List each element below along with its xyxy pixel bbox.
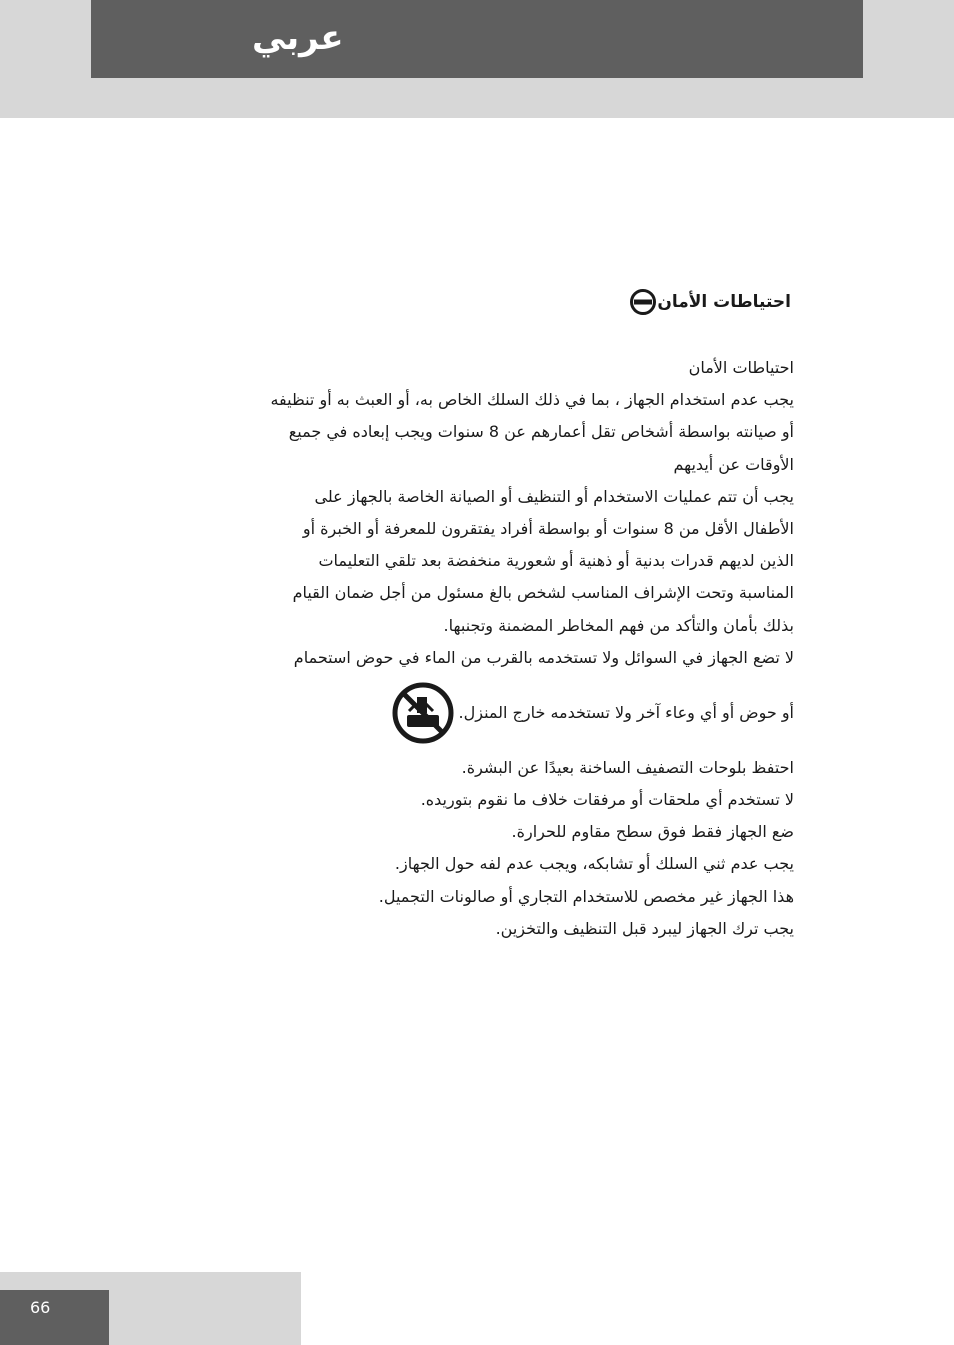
safety-text [264,352,794,945]
text-line: بذلك بأمان والتأكد من فهم المخاطر المضمنة وتجنبها. [443,615,794,635]
text-line: ضع الجهاز فقط فوق سطح مقاوم للحرارة. [511,822,794,842]
no-water-bath-icon [391,681,455,745]
text-line: يجب أن تتم عمليات الاستخدام أو التنظيف أو الصيانة الخاصة بالجهاز على [314,486,794,506]
language-title: عربي [252,18,344,58]
text-line: هذا الجهاز غير مخصص للاستخدام التجاري أو صالونات التجميل. [378,886,794,906]
page-number-box [0,1290,109,1345]
section-heading [623,288,791,316]
text-line: احتياطات الأمان [688,358,794,377]
prohibition-icon [629,288,657,316]
text-line: الذين لديهم قدرات بدنية أو ذهنية أو شعورية منخفضة بعد تلقي التعليمات [318,551,794,571]
text-line: المناسبة وتحت الإشراف المناسب لشخص بالغ مسئول من أجل ضمان القيام [292,583,794,603]
section-heading-text: احتياطات الأمان [657,292,791,312]
water-warning-row [264,678,794,748]
text-line: يجب عدم استخدام الجهاز ، بما في ذلك السلك الخاص به، أو العبث به أو تنظيفه [270,390,794,410]
text-line: أو صيانته بواسطة أشخاص تقل أعمارهم عن 8 سنوات ويجب إبعاده في جميع [288,422,794,442]
header-bar [91,0,863,78]
text-line: لا تضع الجهاز في السوائل ولا تستخدمه بالقرب من الماء في حوض استحمام [293,647,794,667]
text-line: احتفظ بلوحات التصفيف الساخنة بعيدًا عن البشرة. [461,757,794,777]
text-line: يجب ترك الجهاز ليبرد قبل التنظيف والتخزين. [495,918,794,938]
text-line: لا تستخدم أي ملحقات أو مرفقات خلاف ما نقوم بتوريده. [420,790,794,810]
text-line: يجب عدم ثني السلك أو تشابكه، ويجب عدم لفه حول الجهاز. [394,854,794,874]
text-line: الأوقات عن أيديهم [673,454,794,474]
text-line: أو حوض أو أي وعاء آخر ولا تستخدمه خارج المنزل. [458,702,794,722]
page-number: 66 [30,1298,51,1317]
text-line: الأطفال الأقل من 8 سنوات أو بواسطة أفراد يفتقرون للمعرفة أو الخبرة أو [302,518,794,538]
